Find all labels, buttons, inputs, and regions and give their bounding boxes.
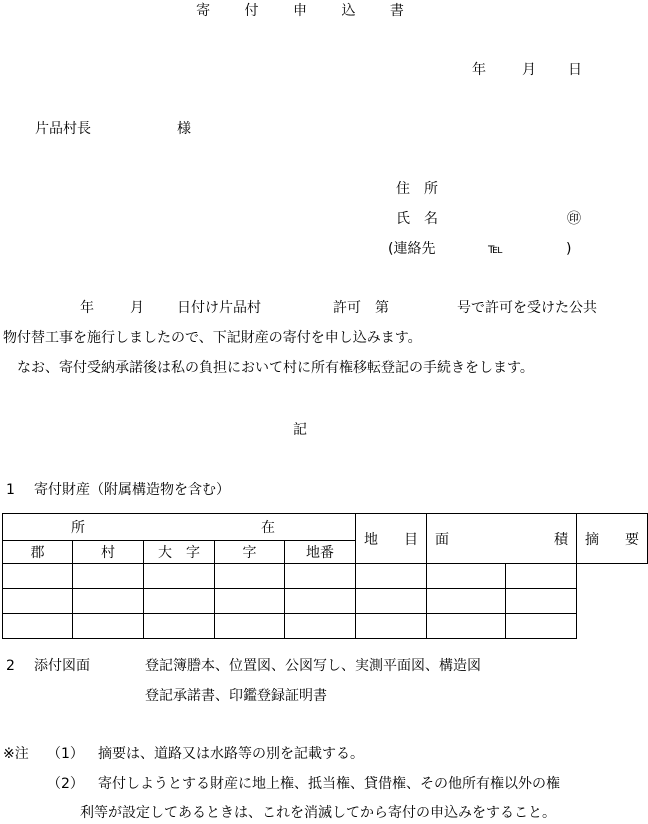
area-header [427,514,577,564]
property-table [2,513,648,639]
addressee-name: 片品村長 [35,121,91,137]
aza-header: 字 [215,541,285,564]
note-header [577,514,648,564]
table-cell[interactable] [506,589,577,614]
title-char: 寄 [196,3,211,19]
title-char: 申 [293,3,307,19]
table-cell[interactable] [144,589,215,614]
section2-number: 2 [6,658,15,674]
ooaza-header: 大 字 [144,541,215,564]
note-char: 摘 [585,531,600,548]
table-cell[interactable] [73,589,144,614]
seal-mark: ㊞ [567,211,581,227]
table-cell[interactable] [215,564,285,589]
title-char: 付 [244,3,259,19]
table-cell[interactable] [144,614,215,639]
document-title [0,2,600,20]
body-year: 年 [80,300,94,316]
note1-number: （1） [47,746,84,762]
table-cell[interactable] [356,589,427,614]
title-char: 込 [341,3,356,19]
table-cell[interactable] [356,564,427,589]
chimoku-char: 目 [404,531,419,548]
note2-number: （2） [47,776,84,792]
location-header-left: 所 [71,520,85,536]
name-label: 氏 名 [396,211,438,227]
note2-text-2: 利等が設定してあるときは、これを消滅してから寄付の申込みをすること。 [80,805,556,821]
chiban-header: 地番 [285,541,356,564]
table-cell[interactable] [73,614,144,639]
table-cell[interactable] [144,564,215,589]
table-cell[interactable] [285,564,356,589]
table-cell[interactable] [356,614,427,639]
table-cell[interactable] [285,589,356,614]
date-day: 日 [568,62,582,78]
table-cell[interactable] [3,564,73,589]
note1-text: 摘要は、道路又は水路等の別を記載する。 [98,746,364,762]
body-permit-tail: 号で許可を受けた公共 [457,300,597,316]
body-line-2: 物付替工事を施行しましたので、下記財産の寄付を申し込みます。 [3,330,422,346]
body-date-text: 日付け片品村 [177,300,261,316]
date-month: 月 [522,62,536,78]
table-cell[interactable] [73,564,144,589]
table-cell[interactable] [285,614,356,639]
table-cell[interactable] [427,589,506,614]
chimoku-header [356,514,427,564]
body-line-3: なお、寄付受納承諾後は私の負担において村に所有権移転登記の手続きをします。 [17,360,534,376]
table-cell[interactable] [427,614,506,639]
section1-number: 1 [6,482,15,498]
table-row [3,564,648,589]
title-char: 書 [389,3,404,19]
mura-header: 村 [73,541,144,564]
contact-label: (連絡先 [388,241,436,257]
table-cell[interactable] [215,614,285,639]
address-label: 住 所 [396,181,438,197]
date-year: 年 [472,62,486,78]
table-cell[interactable] [3,614,73,639]
attachments-line-1: 登記簿謄本、位置図、公図写し、実測平面図、構造図 [145,658,481,674]
notes-prefix: ※注 [3,746,29,762]
body-month: 月 [130,300,144,316]
area-char: 面 [435,531,450,548]
attachments-line-2: 登記承諾書、印鑑登録証明書 [145,688,327,704]
location-header [3,514,356,541]
note-char: 要 [625,531,640,548]
addressee-honorific: 様 [177,121,191,137]
area-char: 積 [554,531,569,548]
table-header-row [3,514,648,541]
table-cell[interactable] [3,589,73,614]
table-row [3,614,648,639]
table-cell[interactable] [215,589,285,614]
table-cell[interactable] [427,564,506,589]
tel-icon: ℡ [488,241,504,257]
note2-text-1: 寄付しようとする財産に地上権、抵当権、貸借権、その他所有権以外の権 [98,776,560,792]
location-header-right: 在 [261,520,276,536]
ki-heading: 記 [293,422,307,438]
contact-close: ) [566,241,572,257]
body-permit: 許可 第 [333,300,389,316]
table-cell[interactable] [506,614,577,639]
gun-header: 郡 [3,541,73,564]
section1-label: 寄付財産（附属構造物を含む） [34,482,230,498]
table-cell[interactable] [506,564,577,589]
chimoku-char: 地 [364,531,379,548]
section2-label: 添付図面 [34,658,90,674]
table-row [3,589,648,614]
